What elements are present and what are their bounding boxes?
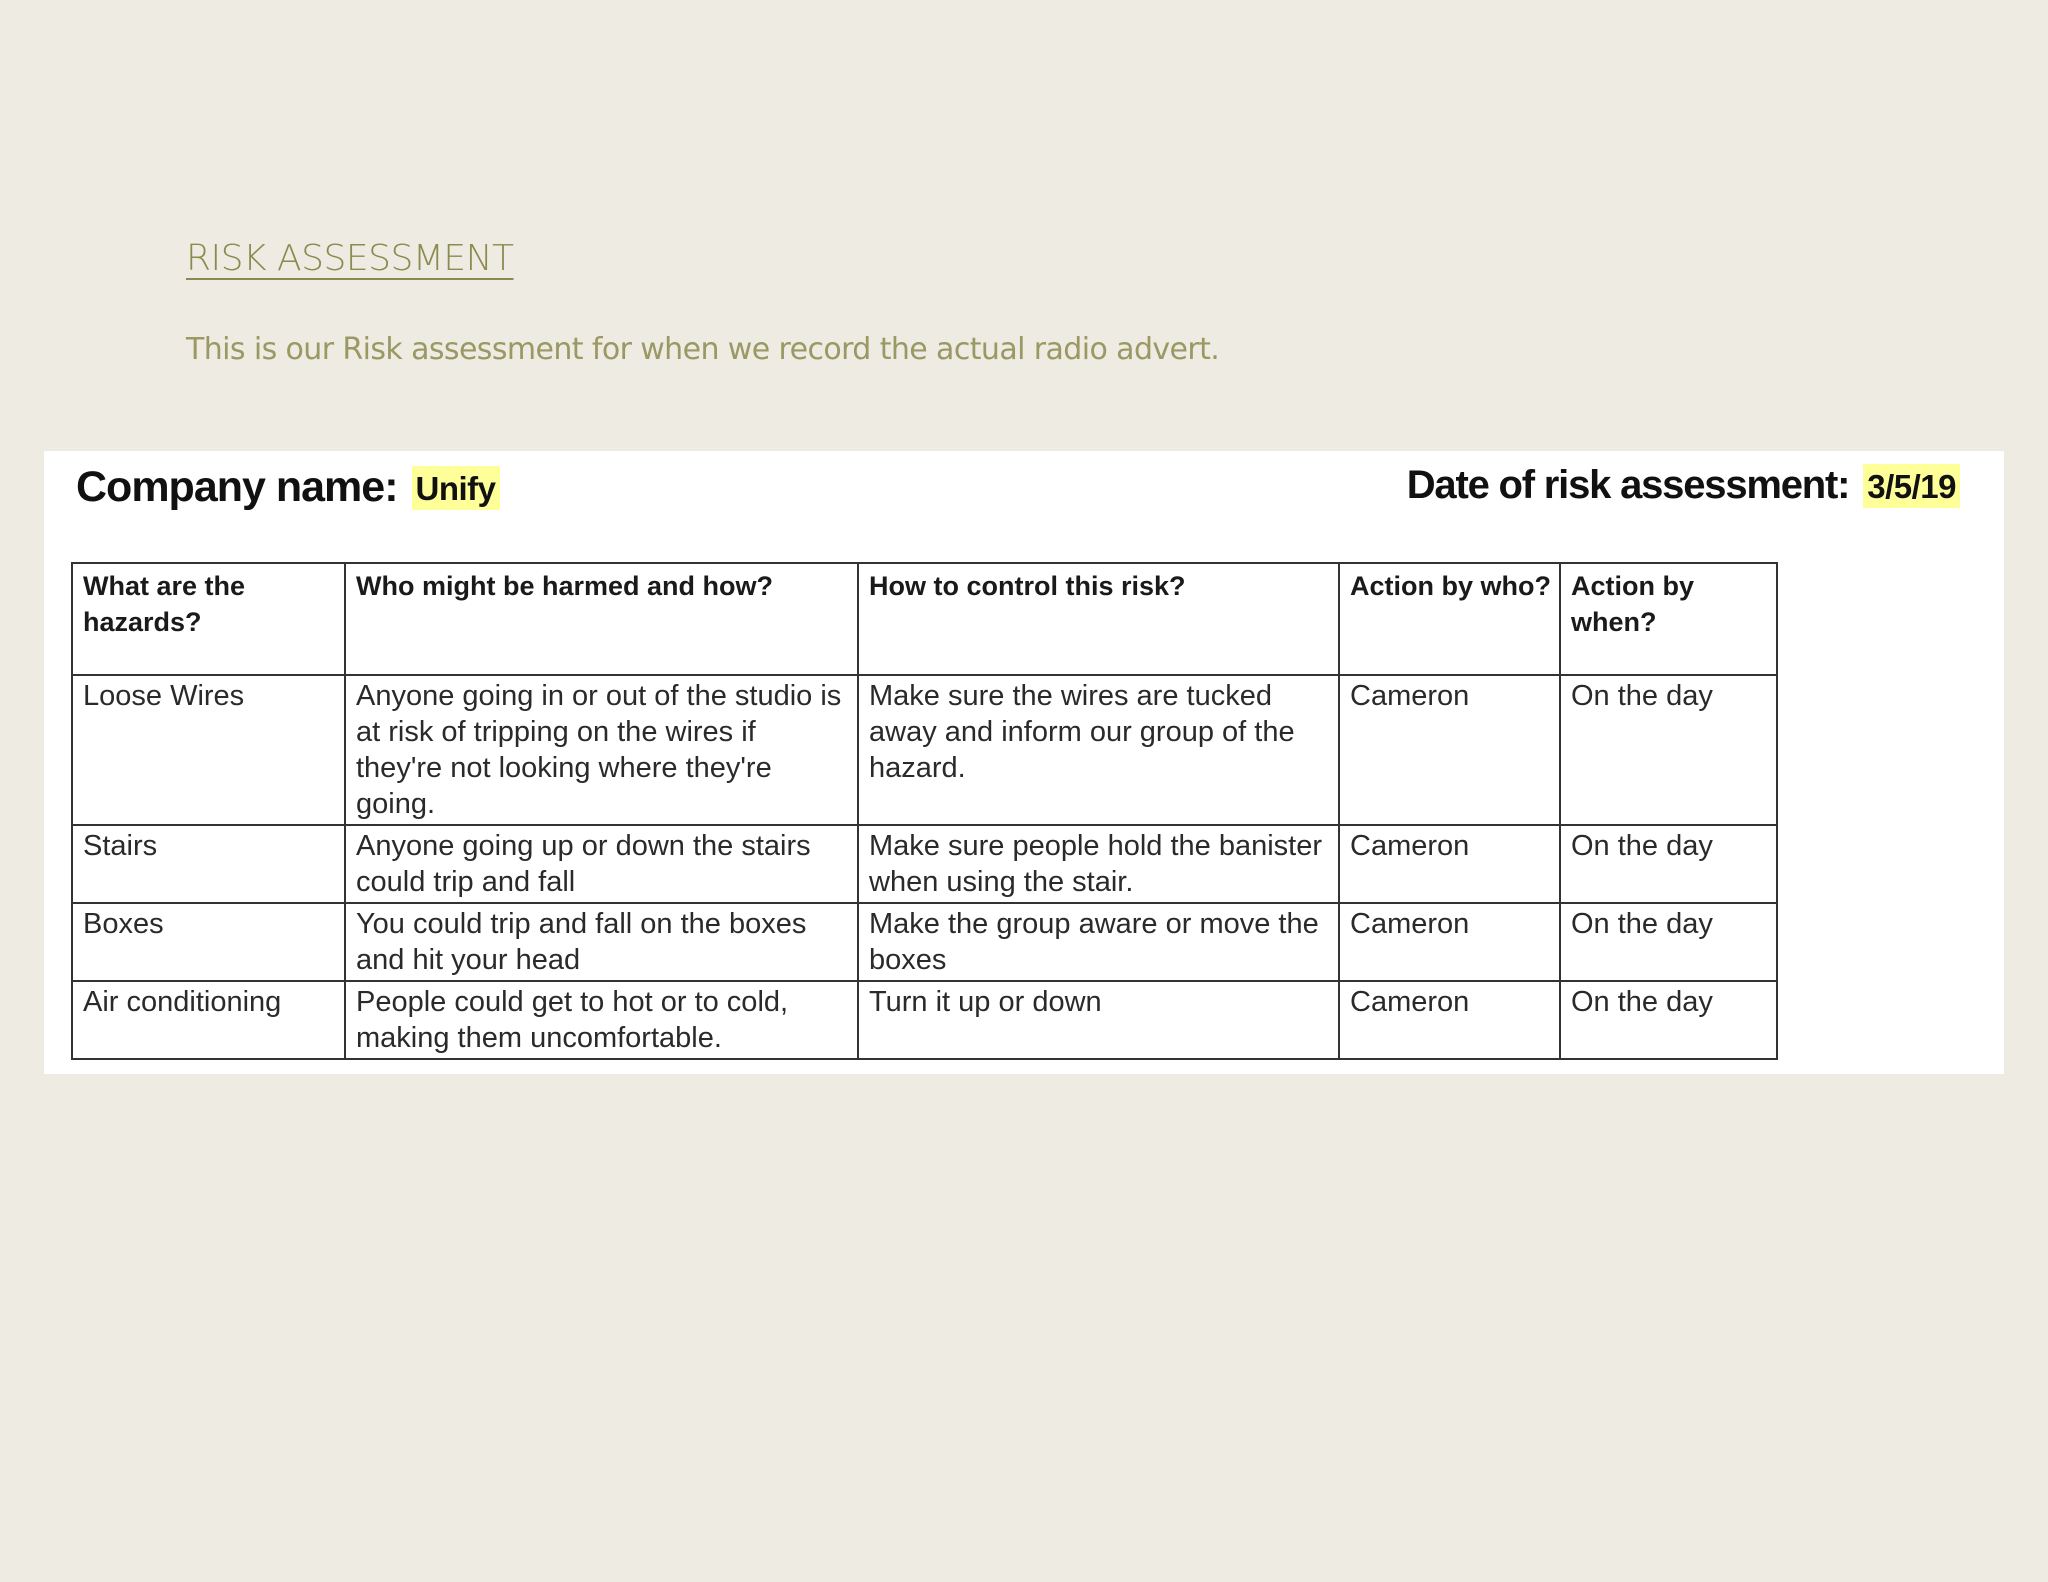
company-name-label: Company name: [76, 463, 398, 511]
risk-table [71, 562, 1778, 1060]
hazard-cell: Loose Wires [72, 675, 345, 825]
action-who-cell: Cameron [1339, 675, 1560, 825]
action-who-cell: Cameron [1339, 903, 1560, 981]
action-who-cell: Cameron [1339, 981, 1560, 1059]
action-when-cell: On the day [1560, 903, 1777, 981]
hazard-cell: Air conditioning [72, 981, 345, 1059]
slide-subtitle: This is our Risk assessment for when we record the actual radio advert. [186, 332, 1220, 367]
harm-cell: People could get to hot or to cold, making them uncomfortable. [345, 981, 858, 1059]
company-name-line [76, 463, 500, 512]
hazard-cell: Boxes [72, 903, 345, 981]
control-cell: Make sure people hold the banister when using the stair. [858, 825, 1339, 903]
control-cell: Make sure the wires are tucked away and inform our group of the hazard. [858, 675, 1339, 825]
harm-cell: Anyone going up or down the stairs could trip and fall [345, 825, 858, 903]
header-harmed: Who might be harmed and how? [345, 563, 858, 675]
action-when-cell: On the day [1560, 675, 1777, 825]
header-action-who: Action by who? [1339, 563, 1560, 675]
header-hazards: What are the hazards? [72, 563, 345, 675]
harm-cell: You could trip and fall on the boxes and hit your head [345, 903, 858, 981]
control-cell: Make the group aware or move the boxes [858, 903, 1339, 981]
hazard-cell: Stairs [72, 825, 345, 903]
table-row [72, 981, 1777, 1059]
action-when-cell: On the day [1560, 981, 1777, 1059]
header-control: How to control this risk? [858, 563, 1339, 675]
assessment-date-line [1407, 463, 1960, 508]
table-row [72, 825, 1777, 903]
table-row [72, 675, 1777, 825]
header-action-when: Action by when? [1560, 563, 1777, 675]
company-name-value: Unify [412, 466, 500, 510]
slide-title: RISK ASSESSMENT [186, 238, 514, 279]
harm-cell: Anyone going in or out of the studio is at risk of tripping on the wires if they're not looking where they're going. [345, 675, 858, 825]
assessment-date-label: Date of risk assessment: [1406, 463, 1850, 507]
action-who-cell: Cameron [1339, 825, 1560, 903]
assessment-date-value: 3/5/19 [1863, 464, 1960, 508]
action-when-cell: On the day [1560, 825, 1777, 903]
risk-assessment-document [44, 451, 2004, 1074]
control-cell: Turn it up or down [858, 981, 1339, 1059]
table-header-row [72, 563, 1777, 675]
table-row [72, 903, 1777, 981]
